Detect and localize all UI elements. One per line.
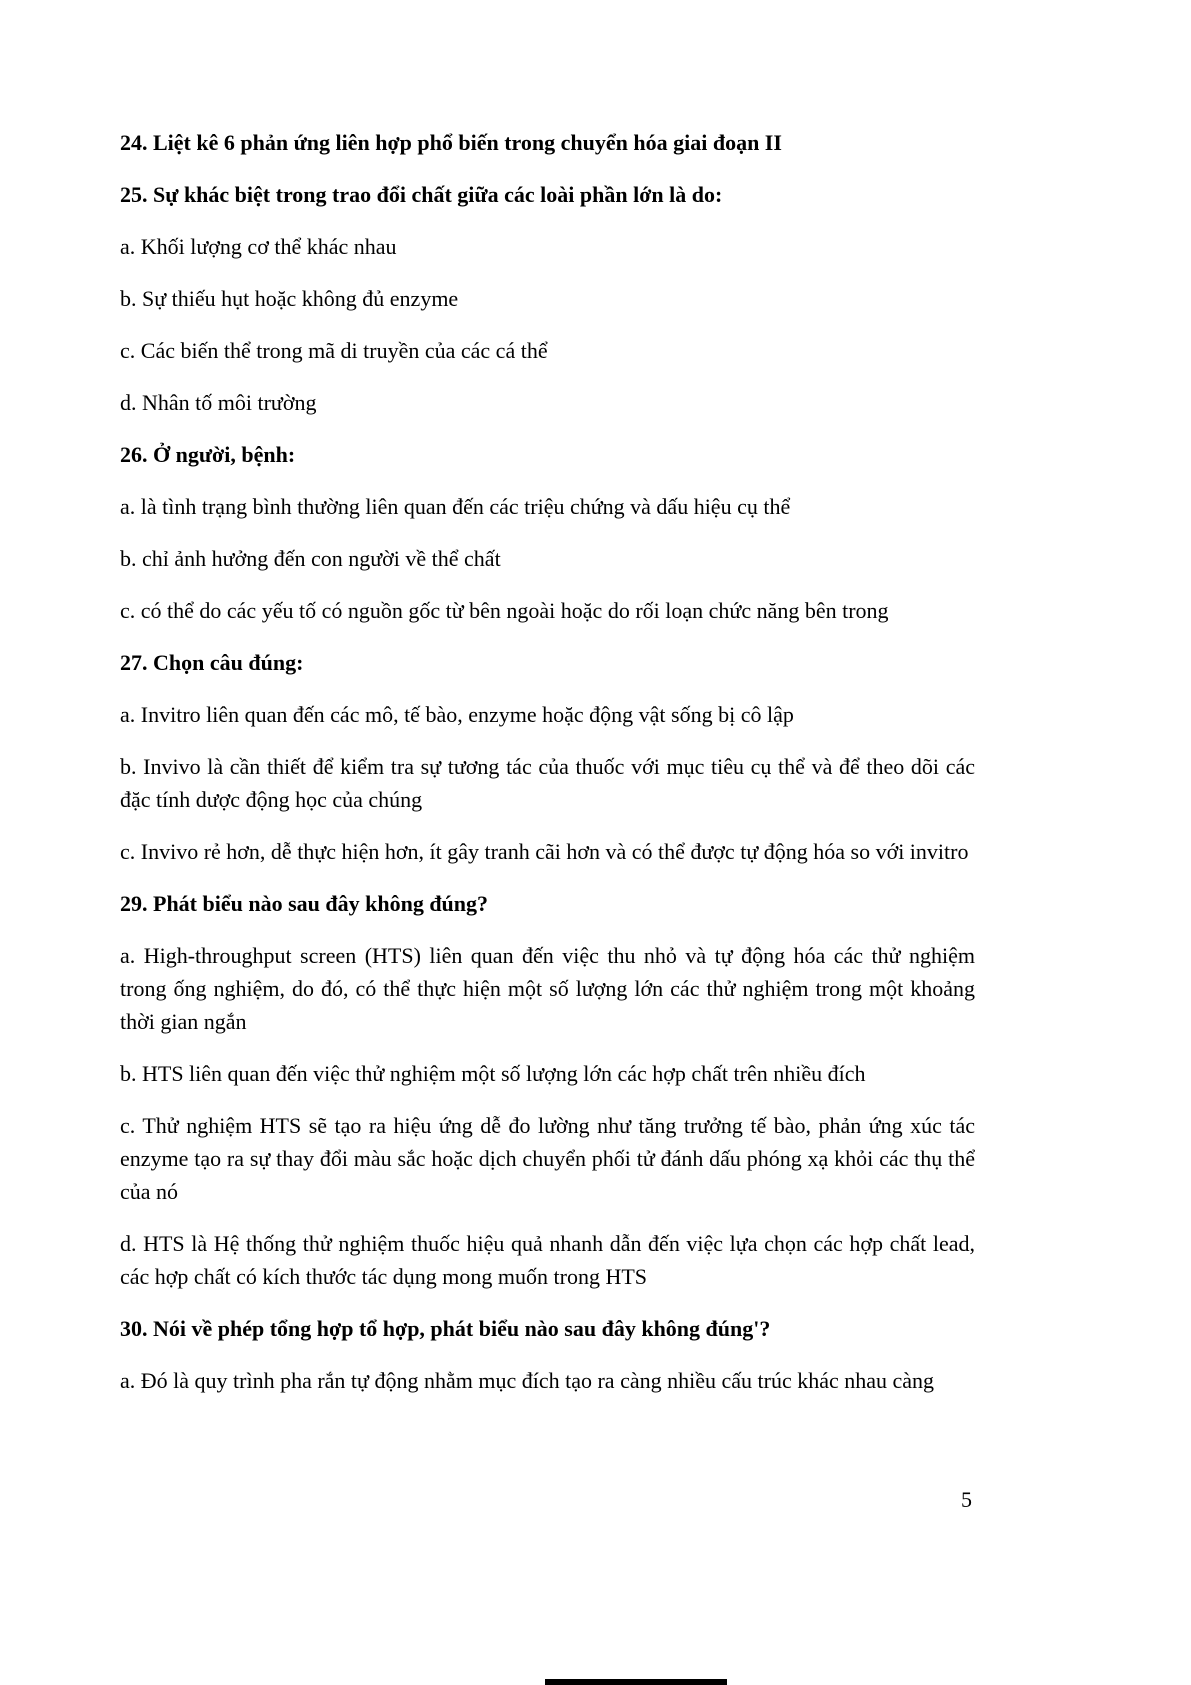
answer-option: a. Invitro liên quan đến các mô, tế bào, enzyme hoặc động vật sống bị cô lập [120, 702, 794, 727]
answer-option: a. Đó là quy trình pha rắn tự động nhằm mục đích tạo ra càng nhiều cấu trúc khác nhau càng [120, 1368, 935, 1393]
answer-option: d. HTS là Hệ thống thử nghiệm thuốc hiệu quả nhanh dẫn đến việc lựa chọn các hợp chất lead, các hợp chất có kích thước tác dụng mong muốn trong HTS [120, 1231, 975, 1289]
question-heading: 29. Phát biểu nào sau đây không đúng? [120, 891, 489, 916]
answer-option: a. Khối lượng cơ thể khác nhau [120, 234, 397, 259]
answer-option: b. chỉ ảnh hưởng đến con người về thể chất [120, 546, 501, 571]
question-heading: 30. Nói về phép tổng hợp tổ hợp, phát biểu nào sau đây không đúng'? [120, 1316, 771, 1341]
bottom-bar [545, 1679, 727, 1685]
question-heading: 26. Ở người, bệnh: [120, 442, 296, 467]
answer-option: a. là tình trạng bình thường liên quan đến các triệu chứng và dấu hiệu cụ thể [120, 494, 791, 519]
answer-option: c. Invivo rẻ hơn, dễ thực hiện hơn, ít gây tranh cãi hơn và có thể được tự động hóa so với invitro [120, 839, 969, 864]
question-heading: 25. Sự khác biệt trong trao đổi chất giữa các loài phần lớn là do: [120, 182, 723, 207]
answer-option: c. có thể do các yếu tố có nguồn gốc từ bên ngoài hoặc do rối loạn chức năng bên trong [120, 598, 889, 623]
question-heading: 27. Chọn câu đúng: [120, 650, 304, 675]
answer-option: c. Các biến thể trong mã di truyền của các cá thể [120, 338, 548, 363]
answer-option: d. Nhân tố môi trường [120, 390, 317, 415]
page-number: 5 [961, 1487, 972, 1512]
answer-option: b. Invivo là cần thiết để kiểm tra sự tương tác của thuốc với mục tiêu cụ thể và để theo dõi các đặc tính dược động học của chúng [120, 754, 975, 812]
answer-option: c. Thử nghiệm HTS sẽ tạo ra hiệu ứng dễ đo lường như tăng trưởng tế bào, phản ứng xúc tác enzyme tạo ra sự thay đổi màu sắc hoặc dịch chuyển phối tử đánh dấu phóng xạ khỏi các thụ thể của nó [120, 1113, 975, 1204]
answer-option: b. HTS liên quan đến việc thử nghiệm một số lượng lớn các hợp chất trên nhiều đích [120, 1061, 866, 1086]
page-content [120, 126, 975, 1397]
question-heading: 24. Liệt kê 6 phản ứng liên hợp phổ biến trong chuyển hóa giai đoạn II [120, 130, 782, 155]
answer-option: a. High-throughput screen (HTS) liên quan đến việc thu nhỏ và tự động hóa các thử nghiệm trong ống nghiệm, do đó, có thể thực hiện một số lượng lớn các thử nghiệm trong một khoảng thời gian ngắn [120, 943, 975, 1034]
answer-option: b. Sự thiếu hụt hoặc không đủ enzyme [120, 286, 459, 311]
